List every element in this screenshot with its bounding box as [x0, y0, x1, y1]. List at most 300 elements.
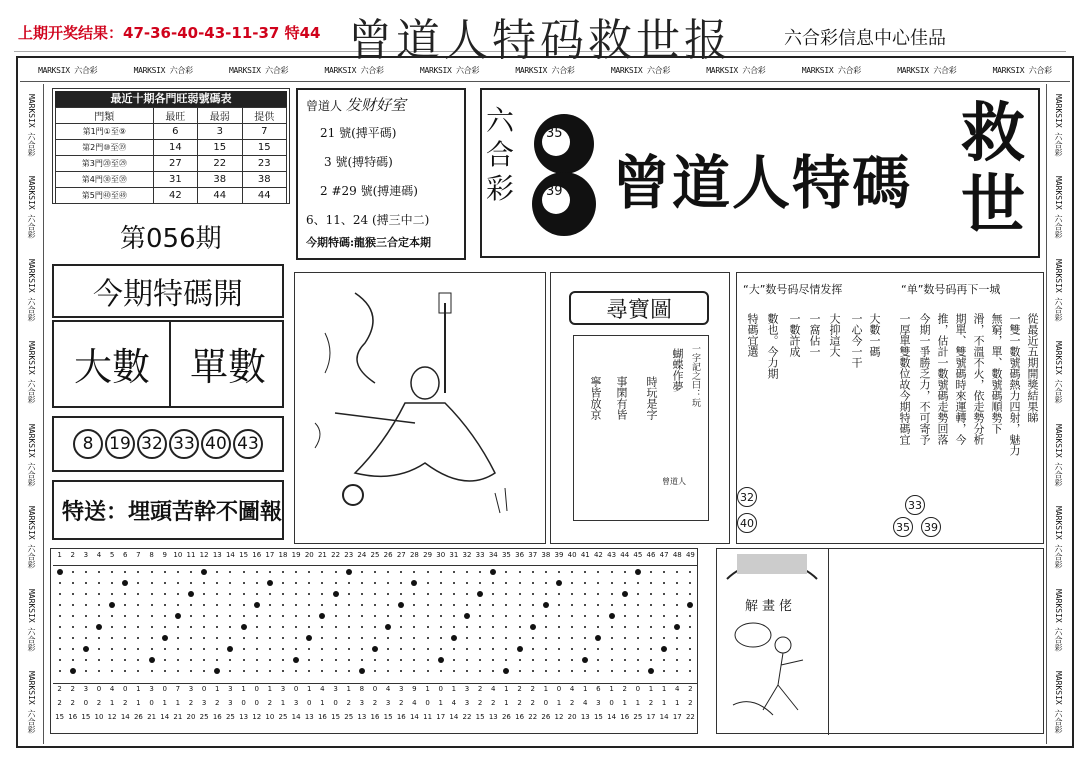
grid-dot: [532, 648, 534, 650]
logo-big-chars: [952, 98, 1034, 242]
grid-dot: [111, 582, 113, 584]
grid-cell: 13: [212, 551, 222, 559]
grid-dot: [413, 615, 415, 617]
table-row: [56, 124, 287, 140]
grid-dot: [505, 593, 507, 595]
grid-dot: [188, 591, 194, 597]
grid-dot: [532, 670, 534, 672]
grid-dot: [124, 615, 126, 617]
grid-dot: [505, 582, 507, 584]
grid-dot: [530, 624, 536, 630]
circled-number: 32: [737, 487, 757, 507]
grid-dot: [137, 637, 139, 639]
grid-cell: 2: [188, 699, 194, 707]
grid-cell: 3: [293, 699, 299, 707]
grid-dot: [59, 582, 61, 584]
grid-dot: [335, 637, 337, 639]
grid-cell: 2: [648, 699, 654, 707]
grid-dot: [59, 626, 61, 628]
grid-dot: [479, 582, 481, 584]
table-cell: 第2門⑩至⑲: [56, 140, 154, 156]
grid-dot: [124, 659, 126, 661]
grid-cell: 0: [83, 699, 89, 707]
grid-dot: [676, 659, 678, 661]
table-cell: 23: [242, 156, 287, 172]
table-row: [56, 156, 287, 172]
watermark-label: MARKSIX 六合彩: [897, 66, 957, 75]
grid-cell: 1: [635, 699, 641, 707]
grid-dot: [111, 670, 113, 672]
grid-dot: [96, 624, 102, 630]
publisher-label: 六合彩信息中心佳品: [784, 28, 946, 49]
grid-dot: [256, 615, 258, 617]
grid-cell: 0: [293, 685, 299, 693]
zeng-line: 2 #29 號(搏連碼): [320, 184, 418, 198]
grid-cell: 25: [344, 713, 354, 721]
grid-cell: 39: [554, 551, 564, 559]
grid-dot: [164, 670, 166, 672]
grid-dot: [361, 637, 363, 639]
grid-dot: [597, 604, 599, 606]
grid-cell: 1: [556, 699, 562, 707]
grid-cell: 16: [68, 713, 78, 721]
grid-cell: 14: [409, 713, 419, 721]
grid-dot: [243, 593, 245, 595]
grid-dot: [532, 659, 534, 661]
grid-cell: 5: [109, 551, 115, 559]
grid-dot: [111, 615, 113, 617]
grid-dot: [427, 670, 429, 672]
grid-dot: [216, 615, 218, 617]
grid-dot: [321, 626, 323, 628]
grid-dot: [308, 582, 310, 584]
grid-cell: 15: [331, 713, 341, 721]
grid-dot: [637, 593, 639, 595]
grid-dot: [374, 604, 376, 606]
grid-dot: [689, 648, 691, 650]
grid-dot: [137, 659, 139, 661]
grid-dot: [532, 637, 534, 639]
grid-cell: 26: [501, 713, 511, 721]
grid-cell: 18: [278, 551, 288, 559]
grid-cell: 6: [596, 685, 601, 693]
grid-dot: [637, 582, 639, 584]
grid-cell: 4: [569, 685, 575, 693]
grid-dot: [308, 659, 310, 661]
watermark-strip-left: [20, 84, 44, 744]
grid-dot: [203, 582, 205, 584]
grid-dot: [201, 569, 207, 575]
grid-cell: 2: [372, 699, 378, 707]
grid-dot: [479, 571, 481, 573]
grid-dot: [335, 659, 337, 661]
grid-dot: [400, 582, 402, 584]
grid-dot: [216, 626, 218, 628]
grid-cell: 46: [646, 551, 656, 559]
grid-cell: 13: [239, 713, 249, 721]
grid-cell: 21: [317, 551, 327, 559]
grid-cell: 15: [475, 713, 485, 721]
grid-dot: [72, 571, 74, 573]
grid-dot: [282, 626, 284, 628]
grid-dot: [400, 637, 402, 639]
grid-dot: [308, 648, 310, 650]
treasure-text: 寧皆放京: [589, 376, 602, 420]
grid-dot: [624, 582, 626, 584]
grid-dot: [650, 571, 652, 573]
grid-dot: [676, 615, 678, 617]
grid-dot: [413, 626, 415, 628]
grid-dot: [348, 648, 350, 650]
grid-row-a: [53, 685, 697, 697]
grid-dot: [98, 571, 100, 573]
special-tip: [52, 480, 284, 540]
grid-dot: [492, 626, 494, 628]
grid-dot: [597, 648, 599, 650]
grid-dot: [124, 593, 126, 595]
grid-dot: [584, 571, 586, 573]
grid-dot: [663, 571, 665, 573]
grid-cell: 4: [451, 699, 457, 707]
grid-dot: [164, 571, 166, 573]
grid-dot: [490, 569, 496, 575]
grid-dot: [321, 637, 323, 639]
grid-dot: [321, 593, 323, 595]
grid-cell: 1: [267, 685, 273, 693]
grid-cell: 0: [96, 685, 102, 693]
grid-dot: [269, 637, 271, 639]
grid-dot: [164, 659, 166, 661]
grid-dot: [479, 615, 481, 617]
grid-cell: 1: [136, 699, 141, 707]
grid-cell: 8: [359, 685, 365, 693]
grid-dot: [229, 615, 231, 617]
grid-dot: [597, 615, 599, 617]
grid-dot: [427, 659, 429, 661]
grid-cell: 17: [265, 551, 275, 559]
circled-number: 35: [893, 517, 913, 537]
grid-cell: 1: [661, 699, 667, 707]
grid-cell: 4: [675, 685, 680, 693]
table-cell: 44: [198, 188, 242, 204]
grid-cell: 3: [464, 699, 470, 707]
grid-cell: 2: [123, 699, 128, 707]
circled-number: 33: [905, 495, 925, 515]
hot-numbers-table: [52, 88, 290, 204]
grid-dot: [335, 648, 337, 650]
grid-dot: [571, 593, 573, 595]
grid-dot: [519, 659, 521, 661]
grid-dot: [663, 615, 665, 617]
grid-dot: [545, 582, 547, 584]
grid-dot: [661, 646, 667, 652]
grid-dot: [229, 626, 231, 628]
grid-dot: [663, 659, 665, 661]
special-numbers: [52, 416, 284, 472]
grid-dot: [663, 604, 665, 606]
grid-dot: [492, 637, 494, 639]
grid-dot: [361, 615, 363, 617]
grid-cell: 36: [515, 551, 525, 559]
grid-dot: [676, 670, 678, 672]
book-icon: [717, 549, 827, 589]
grid-dot: [689, 571, 691, 573]
grid-cell: 2: [688, 685, 693, 693]
number-ball: 43: [233, 429, 263, 459]
grid-cell: 2: [688, 699, 693, 707]
grid-dot: [624, 637, 626, 639]
grid-dot: [151, 648, 153, 650]
grid-dot: [676, 648, 678, 650]
grid-dot: [650, 582, 652, 584]
grid-dot: [400, 626, 402, 628]
grid-dot: [571, 582, 573, 584]
analysis-col: 一數許成: [788, 313, 801, 357]
watermark-label: MARKSIX 六合彩: [1054, 176, 1063, 240]
grid-cell: 15: [383, 713, 393, 721]
grid-dot: [177, 648, 179, 650]
grid-cell: 3: [83, 685, 89, 693]
grid-dot: [85, 582, 87, 584]
watermark-label: MARKSIX 六合彩: [610, 66, 671, 75]
treasure-title: 尋寶圖: [569, 291, 709, 325]
grid-cell: 11: [423, 713, 433, 721]
grid-dot: [689, 582, 691, 584]
grid-cell: 0: [307, 699, 312, 707]
grid-cell: 20: [304, 551, 314, 559]
grid-dot: [124, 626, 126, 628]
grid-dot: [505, 626, 507, 628]
logo-main-text: 曾道人特碼: [612, 149, 913, 217]
grid-dot: [464, 613, 470, 619]
grid-dot: [216, 659, 218, 661]
grid-cell: 2: [70, 699, 75, 707]
grid-cell: 4: [109, 685, 115, 693]
grid-dot: [650, 648, 652, 650]
grid-cell: 4: [96, 551, 102, 559]
analysis-col: 今期一爭勝乏力，不可寄予: [918, 313, 931, 445]
grid-dot: [597, 593, 599, 595]
watermark-label: MARKSIX 六合彩: [27, 588, 36, 652]
analysis-col: 一窩佔一: [808, 313, 821, 357]
grid-dot: [282, 648, 284, 650]
grid-dot: [190, 615, 192, 617]
grid-dot: [348, 593, 350, 595]
grid-dot: [321, 659, 323, 661]
grid-cell: 2: [477, 699, 483, 707]
grid-dot: [413, 637, 415, 639]
zeng-line: 21 號(搏平碼): [320, 126, 397, 140]
grid-cell: 0: [241, 699, 246, 707]
grid-cell: 13: [488, 713, 498, 721]
tip-text: 埋頭苦幹不圖報: [128, 499, 283, 525]
watermark-label: MARKSIX 六合彩: [38, 66, 98, 75]
grid-dot: [466, 670, 468, 672]
grid-dot: [571, 670, 573, 672]
grid-dot: [295, 626, 297, 628]
grid-dot: [216, 604, 218, 606]
grid-cell: 14: [607, 713, 617, 721]
grid-dot: [427, 593, 429, 595]
cartoon-panel: [716, 548, 1044, 734]
grid-cell: 1: [215, 685, 220, 693]
analysis-col: 從最近五期開獎結果睇: [1026, 313, 1039, 423]
grid-cell: 0: [372, 685, 378, 693]
grid-dot: [348, 604, 350, 606]
grid-dot: [387, 659, 389, 661]
grid-dot: [361, 659, 363, 661]
grid-dot: [282, 593, 284, 595]
grid-dot: [269, 593, 271, 595]
grid-dot: [400, 593, 402, 595]
grid-dot: [650, 615, 652, 617]
grid-dot: [505, 648, 507, 650]
grid-dot: [387, 604, 389, 606]
grid-dot: [558, 670, 560, 672]
grid-dot: [177, 604, 179, 606]
grid-cell: 33: [475, 551, 485, 559]
grid-dot: [124, 604, 126, 606]
grid-dot: [72, 626, 74, 628]
grid-cell: 3: [228, 685, 233, 693]
grid-cell: 20: [567, 713, 577, 721]
grid-dot: [479, 648, 481, 650]
grid-dot: [400, 659, 402, 661]
grid-dot: [229, 571, 231, 573]
grid-dot: [413, 659, 415, 661]
grid-cell: 1: [438, 699, 443, 707]
grid-cell: 0: [438, 685, 443, 693]
grid-cell: 1: [241, 685, 246, 693]
number-ball: 32: [137, 429, 167, 459]
analysis-col: 滑，不溫不火，依走勢分析: [972, 313, 985, 445]
logo-ball-number: 35: [546, 126, 563, 141]
grid-dot: [348, 670, 350, 672]
grid-dot: [203, 593, 205, 595]
grid-cell: 2: [267, 699, 273, 707]
grid-dot: [98, 615, 100, 617]
grid-row-b: [53, 699, 697, 711]
header-bar: [14, 4, 1066, 66]
grid-dot: [624, 604, 626, 606]
grid-dot: [479, 626, 481, 628]
big-headline: “大”数号码尽情发挥: [743, 283, 843, 296]
grid-dot: [637, 637, 639, 639]
table-cell: 6: [153, 124, 197, 140]
grid-dot: [122, 580, 128, 586]
grid-dot: [519, 670, 521, 672]
divider: [53, 683, 697, 684]
grid-dot: [269, 615, 271, 617]
grid-dot: [374, 582, 376, 584]
grid-dot: [374, 571, 376, 573]
grid-dot: [479, 604, 481, 606]
grid-dot-area: [53, 567, 697, 683]
grid-dot: [151, 626, 153, 628]
grid-cell: 2: [530, 685, 535, 693]
grid-dot: [453, 659, 455, 661]
grid-dot: [466, 659, 468, 661]
grid-cell: 0: [201, 685, 207, 693]
grid-dot: [571, 571, 573, 573]
grid-dot: [597, 582, 599, 584]
analysis-col: 一雙一數號碼熱力四射，魅力: [1008, 313, 1021, 456]
grid-dot: [440, 637, 442, 639]
grid-cell: 14: [160, 713, 170, 721]
grid-dot: [453, 571, 455, 573]
grid-dot: [361, 571, 363, 573]
grid-dot: [321, 604, 323, 606]
grid-cell: 32: [462, 551, 472, 559]
grid-dot: [558, 615, 560, 617]
grid-cell: 16: [212, 713, 222, 721]
grid-dot: [256, 593, 258, 595]
grid-dot: [571, 659, 573, 661]
grid-dot: [151, 571, 153, 573]
grid-dot: [203, 626, 205, 628]
grid-dot: [492, 582, 494, 584]
grid-dot: [676, 604, 678, 606]
table: [55, 107, 287, 204]
grid-dot: [648, 668, 654, 674]
grid-dot: [622, 591, 628, 597]
grid-cell: 2: [399, 699, 404, 707]
grid-dot: [519, 604, 521, 606]
grid-dot: [177, 670, 179, 672]
page-title: 曾道人特码救世报: [348, 15, 732, 66]
grid-dot: [532, 593, 534, 595]
grid-dot: [624, 648, 626, 650]
grid-cell: 1: [543, 685, 549, 693]
treasure-text: 事閑有皆: [615, 376, 628, 420]
table-cell: 14: [153, 140, 197, 156]
grid-dot: [689, 637, 691, 639]
table-row: [56, 188, 287, 204]
watermark-label: MARKSIX 六合彩: [992, 66, 1052, 75]
grid-dot: [611, 626, 613, 628]
zeng-line: 3 號(搏特碼): [324, 155, 393, 169]
grid-cell: 0: [543, 699, 549, 707]
grid-dot: [453, 582, 455, 584]
grid-dot: [519, 593, 521, 595]
grid-cell: 12: [199, 551, 209, 559]
grid-cell: 22: [462, 713, 472, 721]
grid-dot: [124, 648, 126, 650]
grid-dot: [216, 648, 218, 650]
grid-dot: [282, 582, 284, 584]
watermark-label: MARKSIX 六合彩: [515, 66, 575, 75]
table-cell: 38: [242, 172, 287, 188]
grid-cell: 17: [436, 713, 446, 721]
grid-dot: [295, 571, 297, 573]
grid-cell: 2: [491, 699, 496, 707]
watermark-label: MARKSIX 六合彩: [1054, 506, 1063, 570]
grid-dot: [532, 582, 534, 584]
grid-dot: [203, 615, 205, 617]
grid-dot: [57, 569, 63, 575]
watermark-label: MARKSIX 六合彩: [706, 66, 766, 75]
grid-dot: [359, 668, 365, 674]
grid-dot: [479, 637, 481, 639]
grid-dot: [293, 657, 299, 663]
grid-cell: 10: [94, 713, 104, 721]
treasure-text: 蝴蝶作夢: [671, 348, 684, 392]
grid-dot: [400, 571, 402, 573]
grid-cell: 26: [133, 713, 143, 721]
grid-dot: [519, 626, 521, 628]
analysis-col: 大抑這大: [828, 313, 841, 357]
grid-cell: 2: [530, 699, 535, 707]
